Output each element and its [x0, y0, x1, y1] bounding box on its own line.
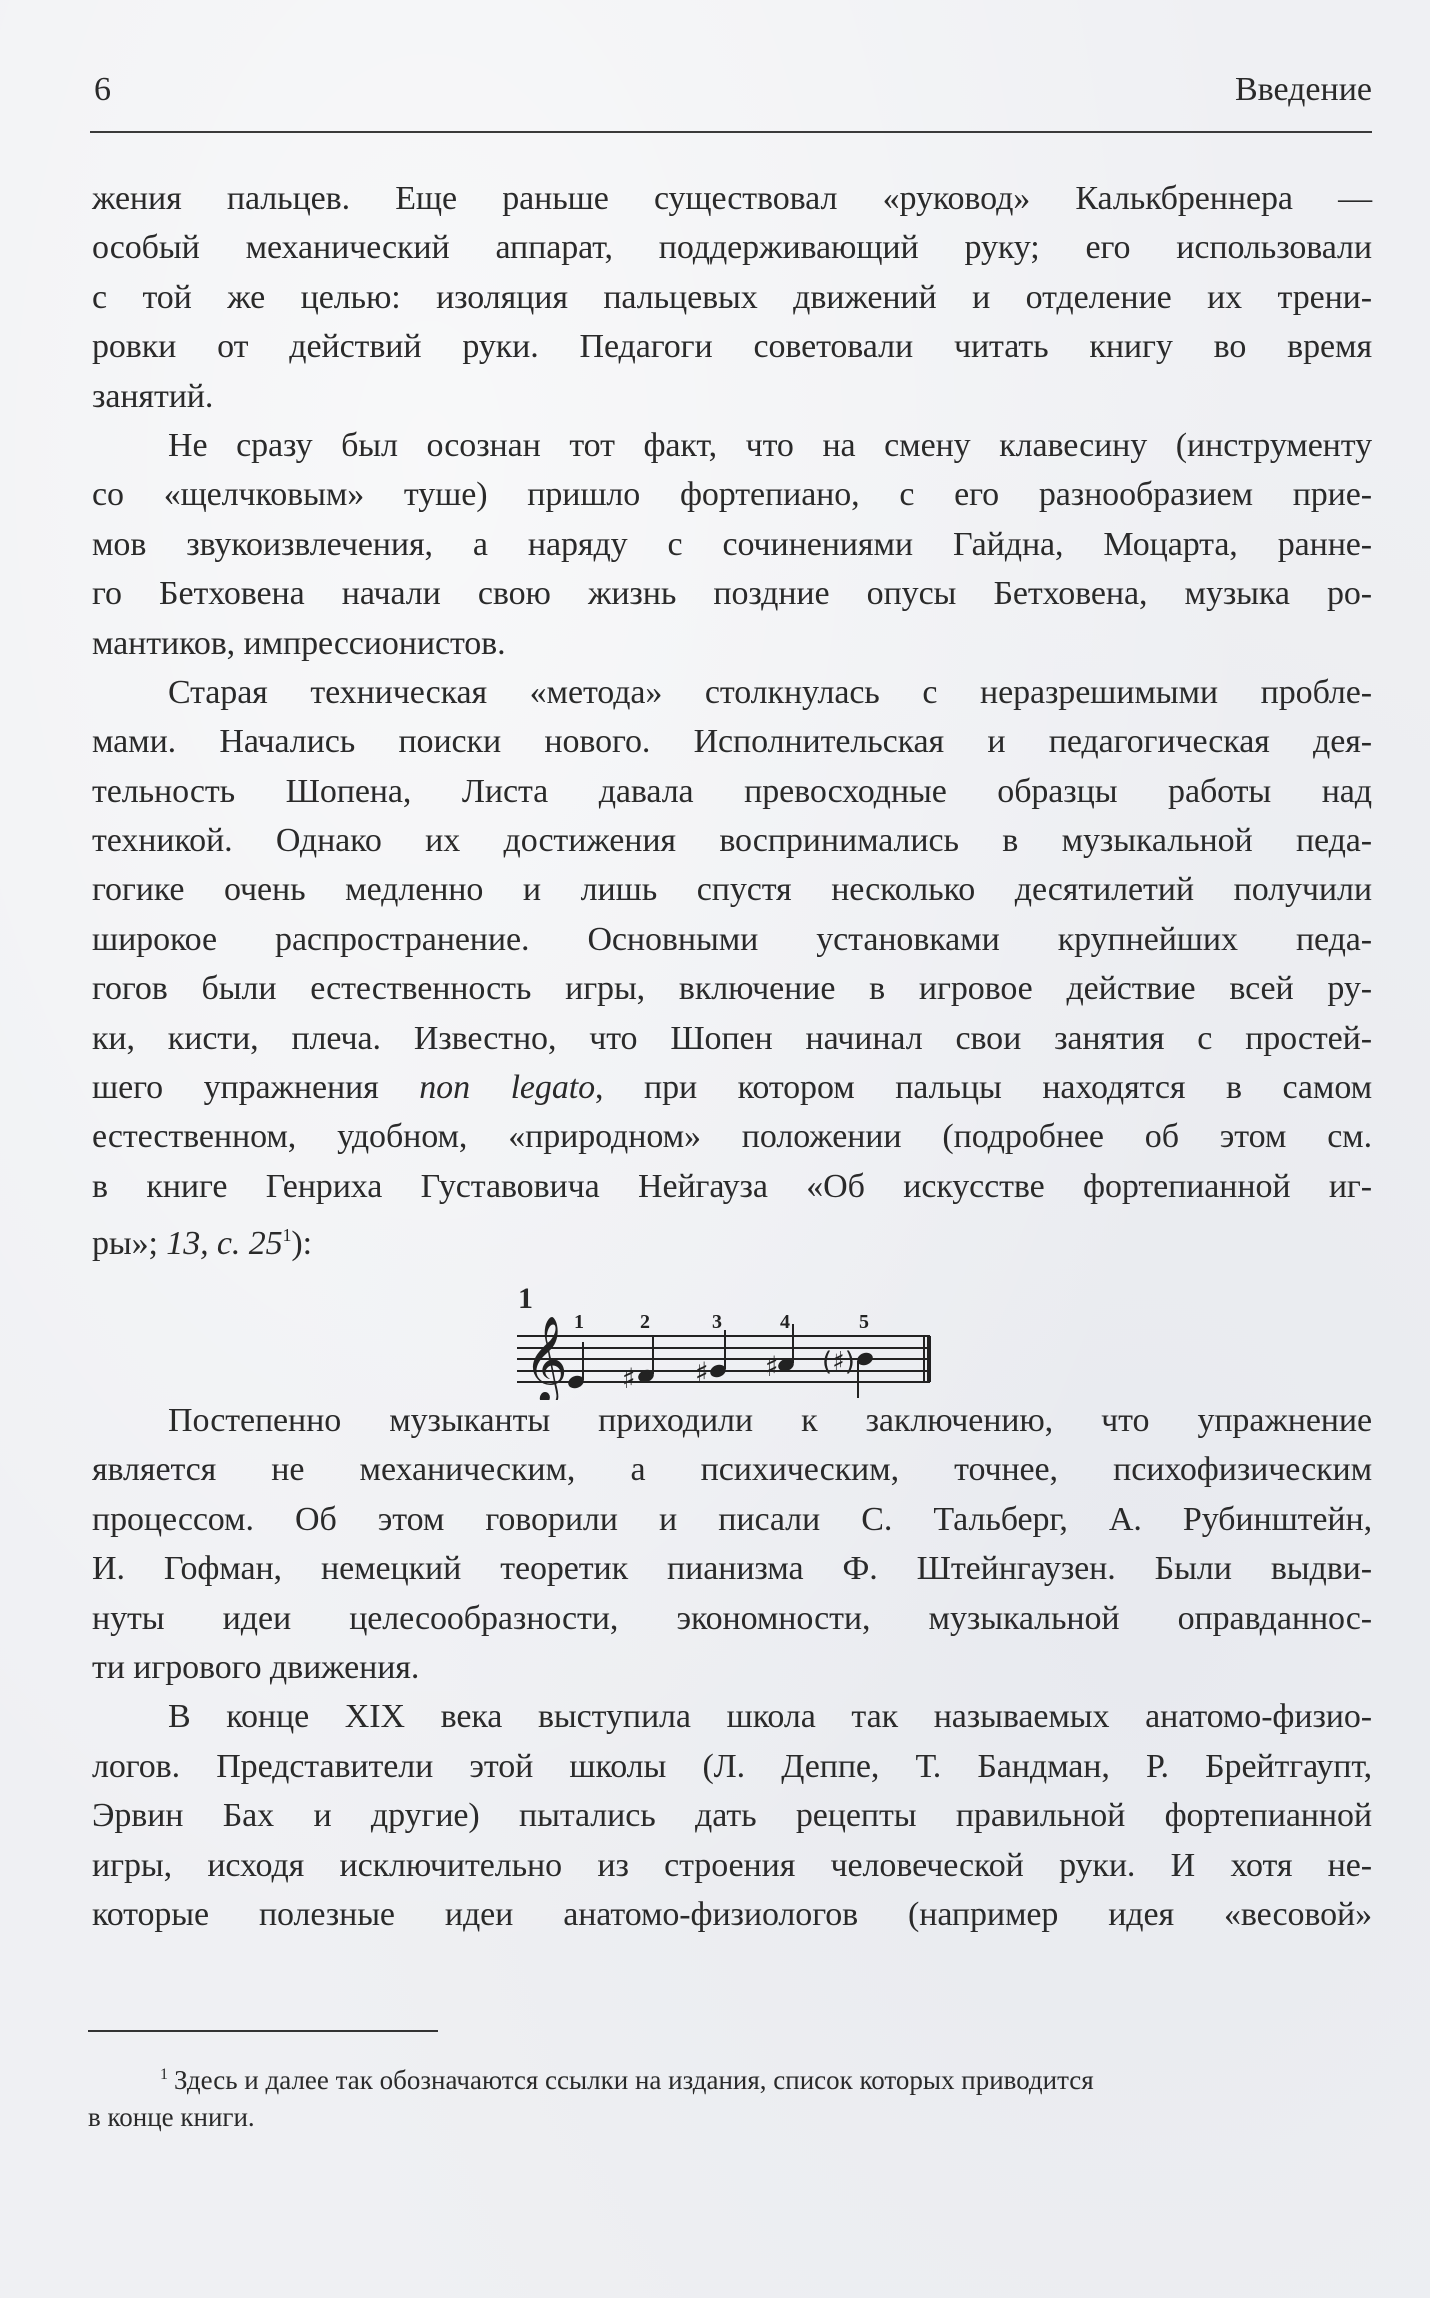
page-number: 6 — [94, 71, 111, 108]
text-line: мами. Начались поиски нового. Исполнительская и педагогическая дея- — [92, 723, 1372, 761]
svg-text:5: 5 — [859, 1311, 869, 1333]
text-line: Эрвин Бах и другие) пытались дать рецепты правильной фортепианной — [92, 1797, 1372, 1835]
text-line: жения пальцев. Еще раньше существовал «руковод» Калькбреннера — — [92, 180, 1372, 217]
italic-term: non legato — [419, 1069, 595, 1107]
svg-text:4: 4 — [780, 1311, 790, 1333]
svg-text:3: 3 — [712, 1311, 722, 1333]
text-line: мов звукоизвлечения, а наряду с сочинениями Гайдна, Моцарта, ранне- — [92, 525, 1372, 563]
paragraph-start: Не сразу был осознан тот факт, что на смену клавесину (инструменту — [168, 426, 1372, 464]
text-line: логов. Представители этой школы (Л. Деппе, Т. Бандман, Р. Брейтгаупт, — [92, 1747, 1372, 1785]
citation-reference: 13, с. 25 — [166, 1225, 283, 1263]
footnote-line: в конце книги. — [88, 2102, 255, 2132]
text-line-non-legato — [92, 1063, 1372, 1112]
paragraph-start: Постепенно музыканты приходили к заключению, что упражнение — [168, 1402, 1372, 1439]
running-head — [90, 62, 1372, 118]
treble-clef-icon: 𝄞 — [524, 1316, 568, 1400]
footnote-line — [88, 2056, 1368, 2099]
text-line-citation — [92, 1211, 1372, 1263]
text-line: ки, кисти, плеча. Известно, что Шопен начинал свои занятия с простей- — [92, 1019, 1372, 1057]
section-title: Введение — [1234, 71, 1372, 108]
paragraph-start: Старая техническая «метода» столкнулась с неразрешимыми пробле- — [168, 673, 1372, 711]
music-example — [500, 1270, 950, 1400]
svg-text:1: 1 — [574, 1311, 584, 1333]
text-line: игры, исходя исключительно из строения человеческой руки. И хотя не- — [92, 1846, 1372, 1884]
text-line: И. Гофман, немецкий теоретик пианизма Ф. Штейнгаузен. Были выдви- — [92, 1550, 1372, 1588]
text-line: особый механический аппарат, поддерживающий руку; его использовали — [92, 229, 1372, 267]
footnote-mark: 1 — [160, 2066, 168, 2083]
svg-text:♯: ♯ — [695, 1356, 709, 1389]
text-line: с той же целью: изоляция пальцевых движений и отделение их трени- — [92, 278, 1372, 316]
example-number: 1 — [518, 1282, 533, 1315]
text-line: широкое распространение. Основными установками крупнейших педа- — [92, 920, 1372, 958]
header-rule — [90, 131, 1372, 133]
text-line: ти игрового движения. — [92, 1648, 420, 1686]
text-line: является не механическим, а психическим, точнее, психофизическим — [92, 1451, 1372, 1489]
text-line: со «щелчковым» туше) пришло фортепиано, с его разнообразием прие- — [92, 476, 1372, 514]
text-line: техникой. Однако их достижения воспринимались в музыкальной педа- — [92, 822, 1372, 860]
svg-text:2: 2 — [640, 1311, 650, 1333]
text-line: ровки от действий руки. Педагоги советовали читать книгу во время — [92, 328, 1372, 366]
text-line: естественном, удобном, «природном» положении (подробнее об этом см. — [92, 1118, 1372, 1156]
body-text-lower — [92, 1396, 1372, 1939]
text-line: процессом. Об этом говорили и писали С. Тальберг, А. Рубинштейн, — [92, 1500, 1372, 1538]
text-line: тельность Шопена, Листа давала превосходные образцы работы над — [92, 772, 1372, 810]
svg-text:♯: ♯ — [765, 1350, 779, 1383]
footnote-ref[interactable]: 1 — [282, 1225, 292, 1246]
footnote — [88, 2056, 1368, 2136]
text-line: мантиков, импрессионистов. — [92, 624, 506, 662]
text-run: ры»; — [92, 1225, 167, 1263]
text-run: , при котором пальцы находятся в самом — [594, 1069, 1373, 1107]
svg-text:♯: ♯ — [622, 1362, 636, 1395]
paragraph-start: В конце XIX века выступила школа так называемых анатомо-физио- — [168, 1698, 1372, 1736]
svg-text:(♯): (♯) — [822, 1347, 855, 1377]
body-text-upper — [92, 174, 1372, 1261]
text-line: гогов были естественность игры, включение в игровое действие всей ру- — [92, 970, 1372, 1008]
text-line: го Бетховена начали свою жизнь поздние опусы Бетховена, музыка ро- — [92, 575, 1372, 613]
text-line: гогике очень медленно и лишь спустя несколько десятилетий получили — [92, 871, 1372, 909]
footnote-rule — [88, 2030, 438, 2032]
text-line: занятий. — [92, 377, 214, 415]
footnote-text: Здесь и далее так обозначаются ссылки на издания, список которых приводится — [174, 2065, 1094, 2095]
text-run: шего упражнения — [92, 1069, 420, 1107]
text-line: в книге Генриха Густавовича Нейгауза «Об искусстве фортепианной иг- — [92, 1167, 1372, 1205]
text-line: нуты идеи целесообразности, экономности, музыкальной оправданнос- — [92, 1599, 1372, 1637]
text-line: которые полезные идеи анатомо-физиологов (например идея «весовой» — [92, 1895, 1372, 1933]
music-staff — [500, 1270, 950, 1400]
text-run: ): — [291, 1225, 312, 1263]
